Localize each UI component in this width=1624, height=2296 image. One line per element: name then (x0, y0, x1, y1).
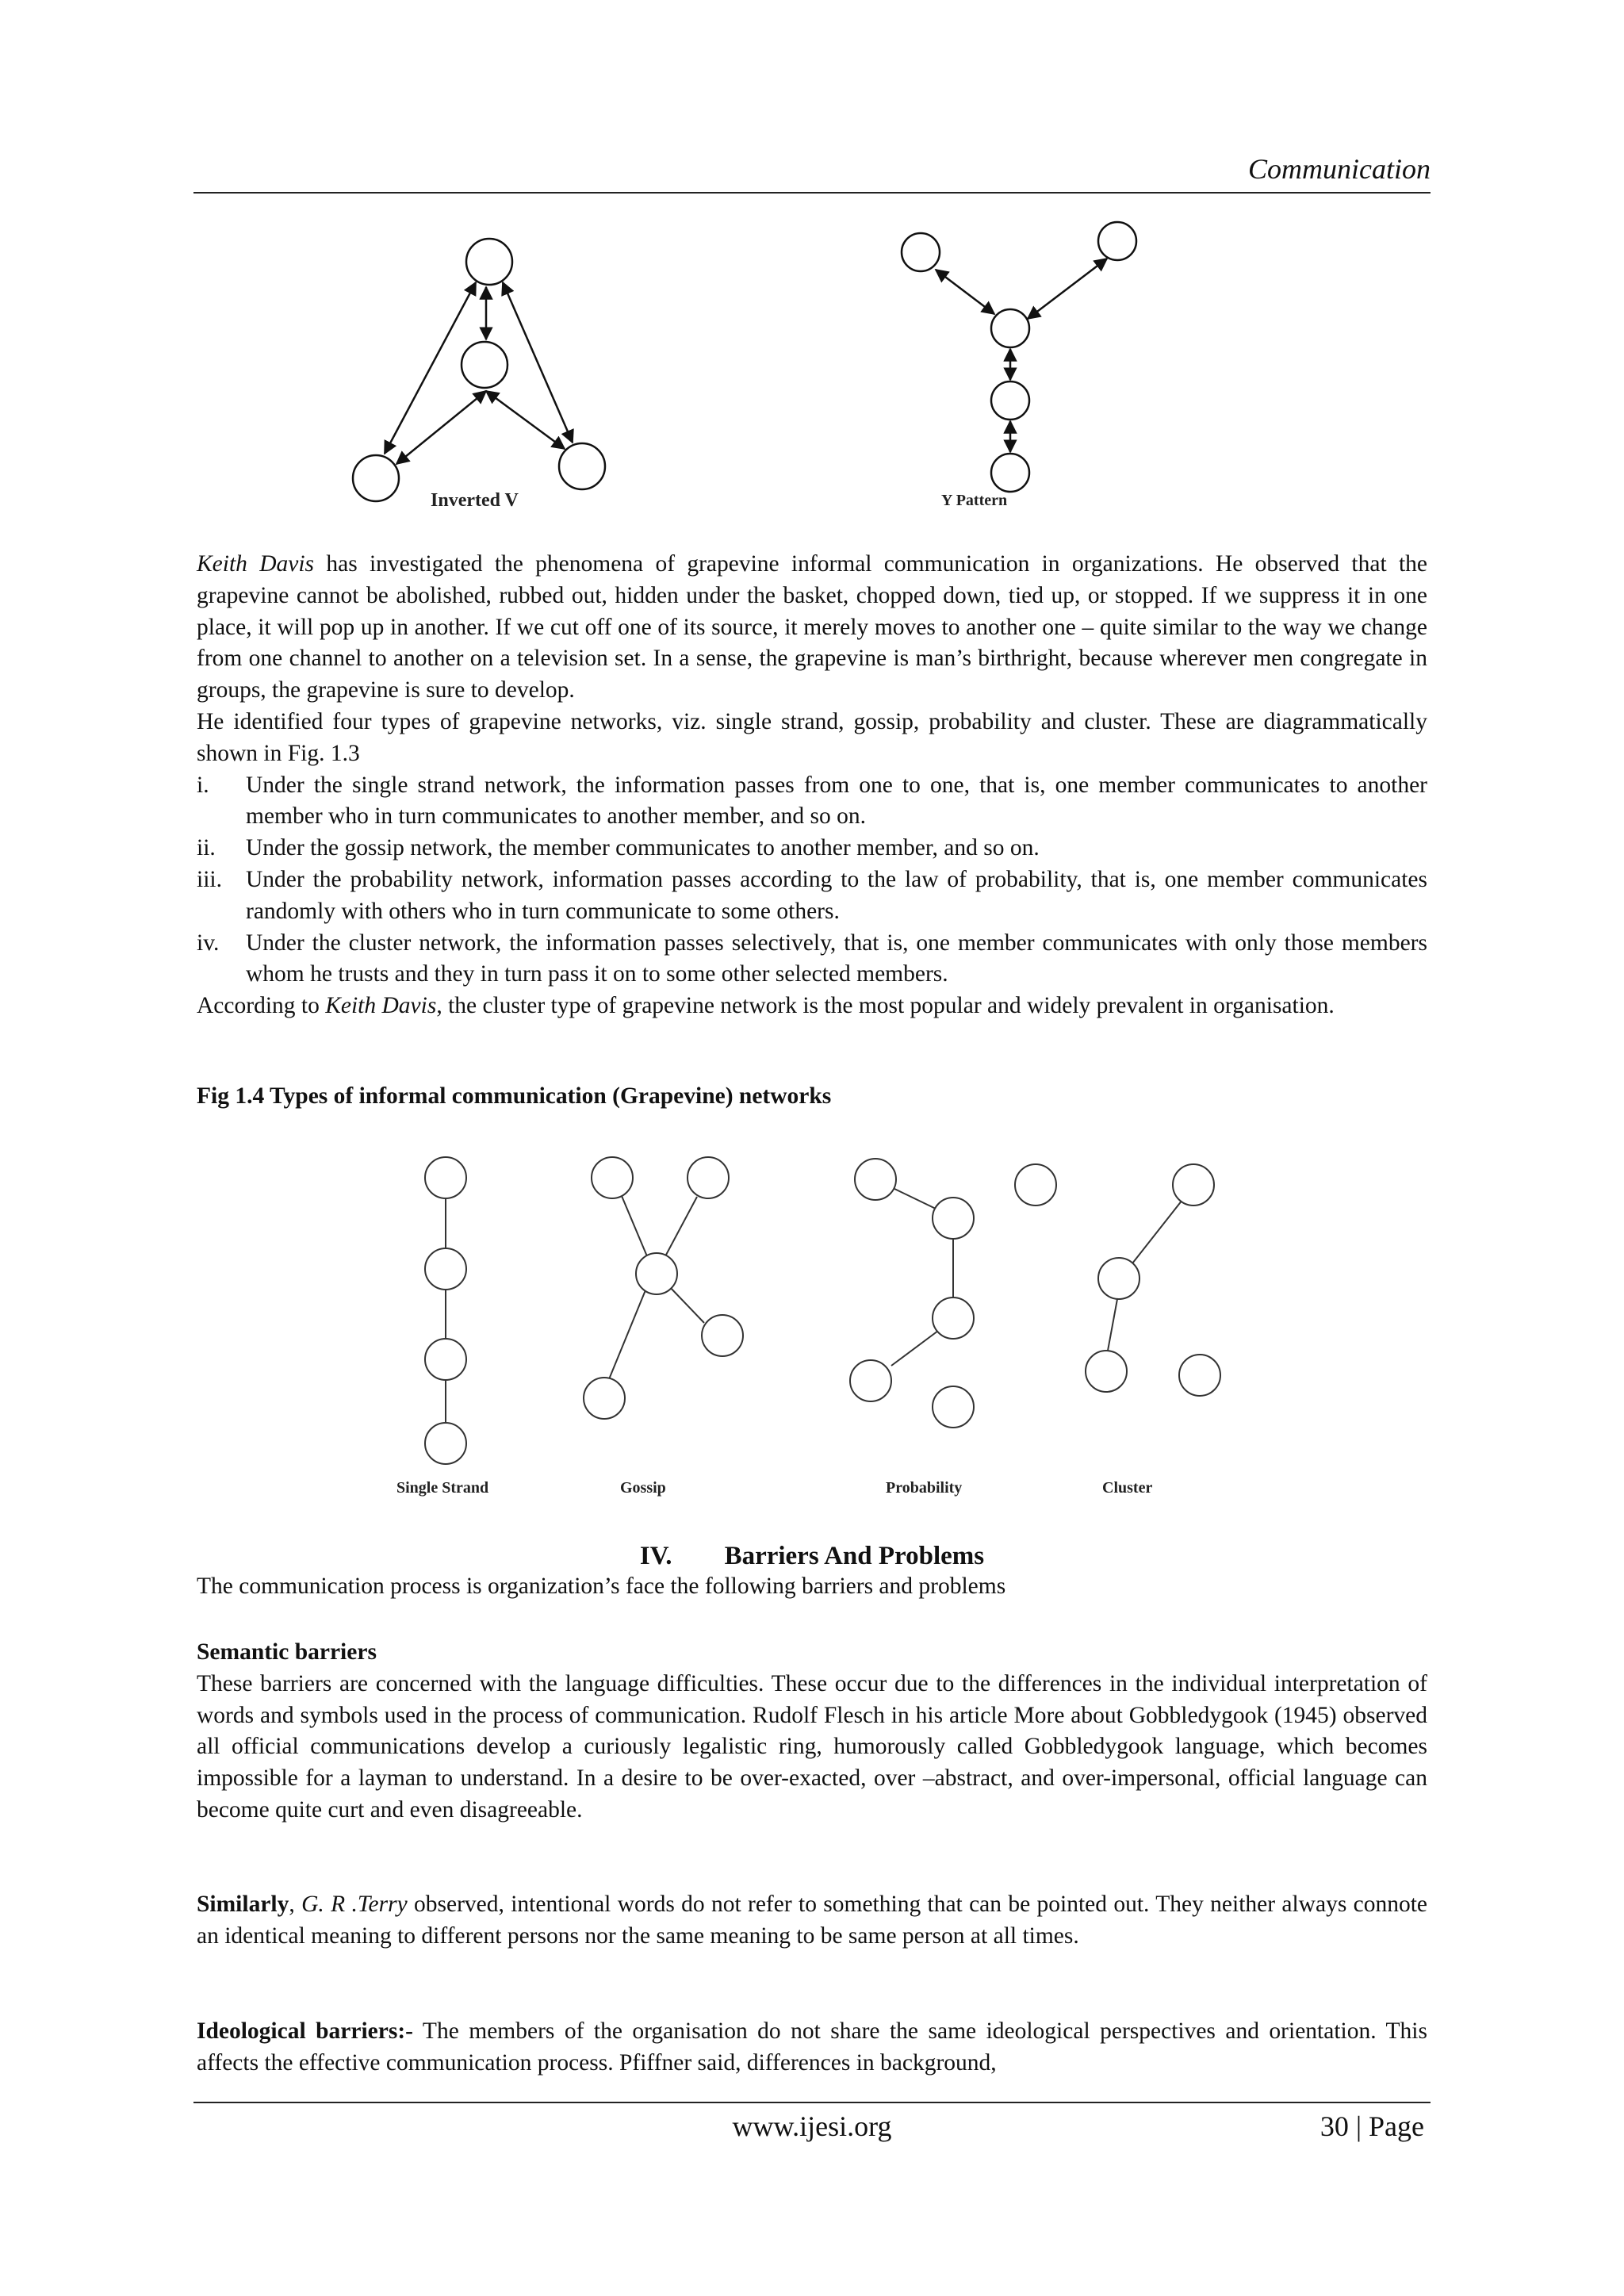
node (559, 443, 605, 489)
edge (1108, 1299, 1117, 1351)
list-number: i. (197, 772, 209, 798)
similarly-lead: Similarly (197, 1892, 289, 1917)
figure-caption: Fig 1.4 Types of informal communication (Grapevine) networks (197, 1083, 832, 1109)
semantic-barriers-block (197, 1637, 1427, 1826)
edge (622, 1196, 647, 1256)
footer-rule (193, 2102, 1431, 2103)
section-heading (0, 1542, 1624, 1571)
edge (891, 1331, 938, 1366)
node (902, 233, 940, 271)
list-number: iii. (197, 866, 222, 892)
gossip-diagram (584, 1157, 743, 1419)
node (991, 381, 1029, 420)
list-item (197, 864, 1427, 928)
paragraph-cluster-popular (197, 991, 1427, 1022)
running-title: Communication (1248, 153, 1431, 185)
node (353, 455, 399, 501)
ideological-heading: Ideological barriers:- (197, 2018, 413, 2044)
node (425, 1423, 466, 1464)
inverted-v-label: Inverted V (431, 490, 519, 511)
list-text: Under the single strand network, the information passes from one to one, that is, one member communicates to another member who in turn communicates to another member, and so on. (246, 772, 1427, 830)
node (1179, 1355, 1220, 1396)
node (1173, 1164, 1214, 1205)
list-number: ii. (197, 835, 216, 861)
inverted-v-diagram (353, 239, 605, 501)
probability-label: Probability (886, 1479, 963, 1497)
paragraph-keith-davis (197, 549, 1427, 707)
edge (503, 282, 573, 443)
single-strand-diagram (425, 1157, 466, 1464)
edge (665, 1197, 697, 1256)
node (688, 1157, 729, 1198)
semantic-heading: Semantic barriers (197, 1639, 377, 1665)
edge (893, 1188, 937, 1209)
ideological-text: The members of the organisation do not share the same ideological perspectives and orientation. This affects the effective communication process. Pfiffner said, differences in background, (197, 2018, 1427, 2076)
node (636, 1253, 677, 1294)
node (584, 1378, 625, 1419)
similarly-paragraph: Similarly, G. R .Terry observed, intentional words do not refer to something that can be pointed out. They neither always connote an identical meaning to different persons nor the same meaning to be same person at all times. (197, 1892, 1428, 1949)
body-upper (197, 549, 1427, 1022)
paragraph-text: , the cluster type of grapevine network is the most popular and widely prevalent in organisation. (436, 993, 1335, 1019)
section-title: Barriers And Problems (724, 1542, 985, 1570)
author-name: Keith Davis (325, 993, 437, 1019)
footer-url: www.ijesi.org (732, 2110, 892, 2142)
node (933, 1198, 974, 1239)
section-intro: The communication process is organization’s face the following barriers and problems (197, 1573, 1006, 1599)
edge (396, 391, 486, 464)
ideological-paragraph (197, 2016, 1427, 2079)
node (462, 342, 508, 388)
list-item (197, 833, 1427, 864)
node (702, 1315, 743, 1356)
node (466, 239, 512, 285)
author-name: Keith Davis (197, 551, 315, 577)
edge (668, 1285, 704, 1323)
edge (609, 1286, 647, 1379)
gossip-label: Gossip (620, 1479, 666, 1497)
single-strand-label: Single Strand (396, 1479, 489, 1497)
top-figures (0, 206, 1624, 523)
list-number: iv. (197, 930, 220, 956)
list-item (197, 928, 1427, 991)
y-pattern-diagram (902, 222, 1136, 492)
edge (1132, 1200, 1182, 1263)
node (933, 1297, 974, 1339)
section-number: IV. (639, 1542, 672, 1570)
list-text: Under the gossip network, the member communicates to another member, and so on. (246, 835, 1040, 861)
similarly-text: observed, intentional words do not refer to something that can be pointed out. They neither always connote an identical meaning to different persons nor the same meaning to be same person at all times. (197, 1892, 1428, 1949)
cluster-diagram (1015, 1164, 1220, 1396)
paragraph-text: has investigated the phenomena of grapevine informal communication in organizations. He observed that the grapevine cannot be abolished, rubbed out, hidden under the basket, chopped down, tied up, or stopped. If we suppress it in one place, it will pop up in another. If we cut off one of its source, it merely moves to another one – quite similar to the way we change from one channel to another on a television set. In a sense, the grapevine is man’s birthright, because wherever men congregate in groups, the grapevine is sure to develop. (197, 551, 1427, 703)
semantic-text: These barriers are concerned with the language difficulties. These occur due to the differences in the individual interpretation of words and symbols used in the process of communication. Rudolf Flesch in his article More about Gobbledygook (1945) observed all official communications develop a curiously legalistic ring, humorously called Gobbledygook language, which becomes impossible for a layman to understand. In a desire to be over-exacted, over –abstract, and over-impersonal, official language can become quite curt and even disagreeable. (197, 1670, 1427, 1823)
probability-diagram (850, 1159, 974, 1428)
network-type-list (197, 770, 1427, 991)
cluster-label: Cluster (1102, 1479, 1153, 1497)
node (1015, 1164, 1056, 1205)
list-text: Under the probability network, information passes according to the law of probability, that is, one member communicates randomly with others who in turn communicate to some others. (246, 866, 1427, 924)
list-text: Under the cluster network, the information passes selectively, that is, one member communicates with only those members whom he trusts and they in turn pass it on to some other selected members. (246, 930, 1427, 987)
node (1086, 1351, 1127, 1392)
grapevine-networks-figure (0, 1142, 1624, 1507)
edge (1028, 259, 1107, 319)
similarly-block (197, 1889, 1427, 1953)
y-pattern-label: Y Pattern (941, 492, 1008, 509)
edge (936, 270, 994, 314)
node (1098, 222, 1136, 260)
terry-name: G. R .Terry (301, 1892, 408, 1917)
node (850, 1360, 891, 1401)
node (991, 309, 1029, 347)
node (592, 1157, 633, 1198)
node (425, 1248, 466, 1290)
header-rule (193, 192, 1431, 194)
node (991, 454, 1029, 492)
paragraph-four-types: He identified four types of grapevine networks, viz. single strand, gossip, probability and cluster. These are diagrammatically shown in Fig. 1.3 (197, 708, 1427, 766)
footer-page-number: 30 | Page (1320, 2110, 1424, 2142)
node (855, 1159, 896, 1200)
list-item (197, 770, 1427, 834)
node (425, 1157, 466, 1198)
node (425, 1339, 466, 1380)
text-prefix: According to (197, 993, 320, 1019)
ideological-block (197, 2016, 1427, 2079)
node (1098, 1258, 1139, 1299)
node (933, 1386, 974, 1428)
